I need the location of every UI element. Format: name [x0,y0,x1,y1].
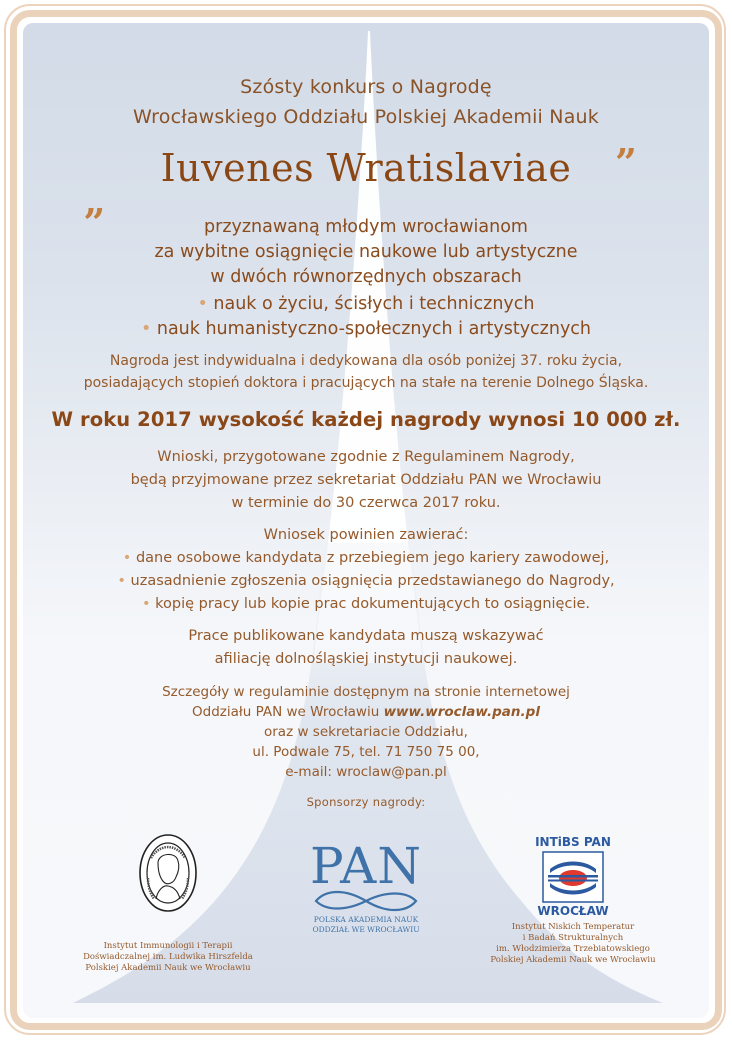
affiliation-line-2: afiliację dolnośląskiej instytucji naukowej. [214,651,518,667]
intro-line-3: w dwóch równorzędnych obszarach [210,267,522,287]
sponsor-caption-line: Instytut Niskich Temperatur [511,922,635,932]
details-line-1: Szczegóły w regulaminie dostępnym na stronie internetowej [162,684,570,700]
submission-line-2: będą przyjmowane przez sekretariat Oddziału PAN we Wrocławiu [130,472,602,488]
website-link[interactable]: www.wroclaw.pan.pl [383,704,540,720]
area-label: nauk o życiu, ścisłych i technicznych [213,294,535,314]
details-address: ul. Podwale 75, tel. 71 750 75 00, [252,744,480,760]
requirement-label: dane osobowe kandydata z przebiegiem jego kariery zawodowej, [135,550,610,566]
sponsor-caption-line: i Badań Strukturalnych [522,933,624,943]
sponsor-caption-line: Polskiej Akademii Nauk we Wrocławiu [490,955,656,965]
requirement-item [23,570,709,592]
intibs-logo-footer: WROCŁAW [537,904,609,918]
eligibility-line-1: Nagroda jest indywidualna i dedykowana dla osób poniżej 37. roku życia, [109,353,623,369]
requirement-label: uzasadnienie zgłoszenia osiągnięcia przedstawianego do Nagrody, [130,573,615,589]
bullet-icon: • [141,596,151,612]
bullet-icon: • [122,550,132,566]
sponsor-caption-line: im. Włodzimierza Trzebiatowskiego [496,944,650,954]
requirement-item [23,547,709,569]
sponsor-intibs [483,835,663,966]
title-quote-close: ” [615,140,637,185]
sponsor-hirszfeld [78,833,258,974]
details-line-3: oraz w sekretariacie Oddziału, [264,724,468,740]
pan-caption-line: ODDZIAŁ WE WROCŁAWIU [312,925,420,934]
sponsor-pan [296,837,436,935]
area-item [23,316,709,342]
eligibility-line-2: posiadających stopień doktora i pracujących na stałe na terenie Dolnego Śląska. [83,375,649,391]
subtitle-line-2: Wrocławskiego Oddziału Polskiej Akademii Nauk [133,106,599,128]
sponsor-caption-line: Doświadczalnej im. Ludwika Hirszfelda [83,952,253,962]
prize-amount: W roku 2017 wysokość każdej nagrody wynosi 10 000 zł. [51,408,681,431]
pan-logo: PAN [310,837,422,895]
requirement-item [23,593,709,615]
requirement-label: kopię pracy lub kopie prac dokumentujących to osiągnięcie. [155,596,591,612]
sponsor-caption-line: Instytut Immunologii i Terapii [103,941,233,951]
intro-line-1: przyznawaną młodym wrocławianom [204,217,528,237]
details-line-2 [23,702,709,722]
title-quote-open: „ [84,178,106,223]
details-line-2-prefix: Oddziału PAN we Wrocławiu [192,704,384,720]
submission-line-3: w terminie do 30 czerwca 2017 roku. [231,495,501,511]
intibs-logo-icon [542,851,604,903]
requirements-heading: Wniosek powinien zawierać: [263,527,469,543]
submission-line-1: Wnioski, przygotowane zgodnie z Regulaminem Nagrody, [157,449,575,465]
hirszfeld-seal-logo-icon [138,833,198,913]
intro-line-2: za wybitne osiągnięcie naukowe lub artystyczne [154,242,578,262]
poster-content [23,23,709,1018]
sponsor-caption-line: Polskiej Akademii Nauk we Wrocławiu [85,963,251,973]
area-item [23,291,709,317]
details-email: e-mail: wroclaw@pan.pl [285,764,447,780]
bullet-icon: • [140,319,152,339]
pan-caption-line: POLSKA AKADEMIA NAUK [313,915,419,924]
subtitle-line-1: Szósty konkurs o Nagrodę [240,76,492,98]
intibs-logo-header: INTiBS PAN [535,835,611,849]
sponsors-label: Sponsorzy nagrody: [306,795,426,809]
bullet-icon: • [117,573,126,589]
area-label: nauk humanistyczno-społecznych i artystycznych [156,319,592,339]
bullet-icon: • [197,294,208,314]
award-title: Iuvenes Wratislaviae [160,146,572,190]
affiliation-line-1: Prace publikowane kandydata muszą wskazywać [188,628,544,644]
